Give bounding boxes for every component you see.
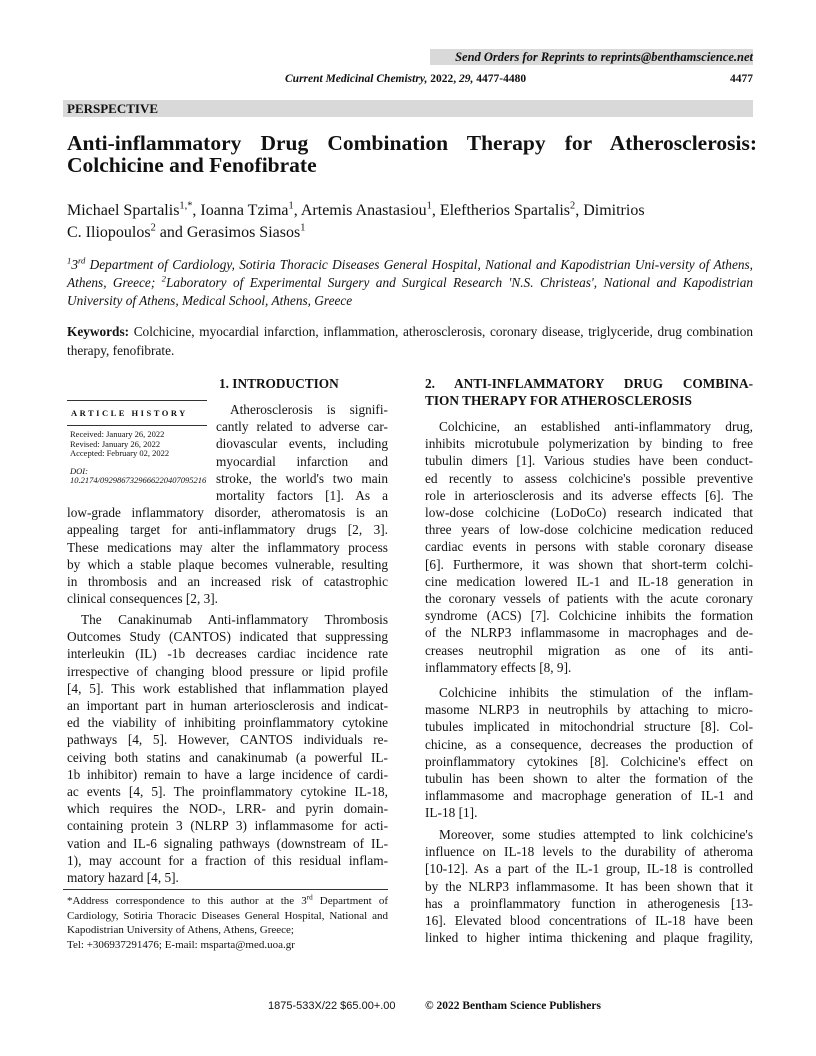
title-line: Colchicine and Fenofibrate: [67, 153, 317, 177]
paragraph-line: ceiving both statins and canakinumab (a powerful IL-: [67, 749, 388, 765]
paragraph-line: diovascular events, including: [216, 436, 388, 452]
author-name: Ioanna Tzima: [200, 202, 289, 219]
paragraph-line: cantly related to adverse car-: [216, 419, 388, 435]
affiliations: [67, 256, 753, 310]
paragraph-line: IL-18 [1].: [425, 805, 478, 821]
paragraph-line: Atherosclerosis is signifi-: [230, 402, 388, 417]
author-name: Eleftherios Spartalis: [439, 202, 571, 219]
paragraph-line: low-grade inflammatory disorder, atheromatosis is an: [67, 505, 388, 521]
author-name: C. Iliopoulos: [67, 224, 151, 241]
affil-sup: rd: [77, 255, 86, 266]
journal-name: Current Medicinal Chemistry,: [285, 73, 428, 85]
paragraph-line: tubulin dimers [1]. Various studies have been conduct-: [425, 453, 753, 469]
paragraph-line: [4, 5]. This work established that inflammation played: [67, 680, 388, 696]
paragraph-line: vation and IL-6 signaling pathways (downstream of IL-: [67, 835, 388, 851]
paragraph-line: 16]. Elevated blood concentrations of IL-18 have been: [425, 913, 753, 928]
paragraph-line: by which a stable plaque becomes vulnerable, resulting: [67, 556, 388, 572]
paragraph-line: an important part in human arteriosclerosis and indicat-: [67, 698, 388, 713]
article-history: [67, 400, 207, 486]
paragraph-line: containing protein 3 (NLRP 3) inflammasome for acti-: [67, 818, 388, 834]
article-history-heading: ARTICLE HISTORY: [71, 408, 188, 418]
paragraph-line: irrespective of changing blood pressure or lipid profile: [67, 663, 388, 679]
paragraph-line: creases neutrophil migration as one of its anti-: [425, 642, 753, 658]
footnote-contact: Tel: +306937291476; E-mail: msparta@med.uoa.gr: [67, 938, 295, 951]
divider: [63, 889, 388, 890]
paragraph-line: clinical consequences [2, 3].: [67, 591, 219, 607]
journal-pages: 4477-4480: [473, 73, 527, 85]
section-heading: 2. ANTI-INFLAMMATORY DRUG COMBINA-: [425, 376, 753, 391]
paragraph-line: cine medication lowered IL-1 and IL-18 generation in: [425, 573, 753, 589]
author-affil-sup: 1,*: [179, 200, 193, 212]
page-number: 4477: [730, 73, 753, 85]
paragraph-line: tubules implicated in mitochondrial structure [8]. Col-: [425, 719, 753, 735]
paragraph-line: appealing target for anti-inflammatory drugs [2, 3].: [67, 522, 388, 538]
article-title: [67, 132, 757, 176]
paragraph-line: myocardial infarction and: [216, 453, 388, 469]
paragraph-line: syndrome (ACS) [7]. Colchicine inhibits the formation: [425, 608, 753, 624]
author-name: Gerasimos Siasos: [186, 224, 301, 241]
received-date: Received: January 26, 2022: [70, 429, 165, 439]
paragraph-line: pathways [4, 5]. However, CANTOS individuals re-: [67, 732, 388, 748]
paragraph-line: ed recently to assess colchicine's possible preventive: [425, 470, 753, 486]
author-separator: ,: [431, 202, 440, 219]
footnote-sup: rd: [306, 893, 313, 902]
paragraph-line: inhibits microtubule polymerization by binding to free: [425, 436, 753, 452]
author-affil-sup: 1: [288, 200, 294, 212]
affil-num: 3: [71, 257, 78, 272]
paragraph-line: matory hazard [4, 5].: [67, 870, 179, 885]
title-line: Anti-inflammatory Drug Combination Therapy for Atherosclerosis:: [67, 131, 757, 155]
paragraph-line: inflammasome and macrophage generation of IL-1 and: [425, 788, 753, 804]
affil-sup: 1: [67, 255, 72, 266]
affiliation-2: Laboratory of Experimental Surgery and Surgical Research 'N.S. Christeas', National and Kapodistrian University of Athens, Medical School, Athens, Greece: [67, 275, 754, 308]
section-heading: 1. INTRODUCTION: [219, 376, 339, 391]
paragraph-line: the coronary vessels of patients with the acute coronary: [425, 591, 753, 606]
paragraph-line: tubulin has been shown to alter the formation of the: [425, 771, 753, 786]
paragraph-line: three years of low-dose colchicine medication reduced: [425, 522, 753, 538]
section-heading: TION THERAPY FOR ATHEROSCLEROSIS: [425, 393, 692, 409]
reprints-banner: Send Orders for Reprints to reprints@benthamscience.net: [430, 49, 753, 65]
author-separator: and: [155, 224, 187, 241]
author-affil-sup: 2: [150, 222, 156, 234]
paragraph-line: stroke, the world's two main: [216, 470, 388, 486]
paragraph-line: Moreover, some studies attempted to link colchicine's: [439, 827, 753, 842]
paragraph-line: of the NLRP3 inflammasome in macrophages and de-: [425, 625, 753, 641]
paragraph-line: which requires the NOD-, LRR- and pyrin domain-: [67, 801, 388, 817]
author-separator: ,: [293, 202, 301, 219]
paragraph-line: by the NLRP3 inflammasome. It has been shown that it: [425, 878, 753, 894]
paragraph-line: low-dose colchicine (LoDoCo) research indicated that: [425, 505, 753, 520]
footnote-text: *Address correspondence to this author at the 3: [67, 895, 307, 907]
paragraph-line: in thrombosis and an increased risk of catastrophic: [67, 574, 388, 589]
journal-year: 2022,: [430, 73, 460, 85]
paragraph-line: cardiac events in persons with stable coronary disease: [425, 539, 753, 555]
journal-volume: 29,: [459, 73, 474, 85]
paragraph-line: These medications may alter the inflammatory process: [67, 539, 388, 555]
paragraph-line: masome NLRP3 in neutrophils by attaching to micro-: [425, 702, 753, 718]
author-separator: , Dimitrios: [575, 202, 645, 219]
paragraph-line: 1), may account for a fraction of this residual inflam-: [67, 852, 388, 868]
paragraph-line: Outcomes Study (CANTOS) indicated that suppressing: [67, 629, 388, 645]
author-list: [67, 200, 757, 244]
paragraph-line: inflammatory effects [8, 9].: [425, 659, 572, 675]
author-name: Artemis Anastasiou: [300, 202, 427, 219]
paragraph-line: [10-12]. As a part of the IL-1 group, IL-18 is controlled: [425, 861, 753, 877]
paragraph-line: ac events [4, 5]. The proinflammatory cytokine IL-18,: [67, 784, 388, 799]
doi-label: DOI:: [70, 465, 88, 476]
copyright: © 2022 Bentham Science Publishers: [425, 1000, 601, 1012]
paragraph-line: proinflammatory cytokines [8]. Colchicine's effect on: [425, 753, 753, 769]
author-separator: ,: [192, 202, 201, 219]
divider: [67, 400, 207, 401]
section-label: PERSPECTIVE: [63, 100, 753, 117]
paragraph-line: has a proinflammatory function in atherogenesis [13-: [425, 895, 753, 911]
paragraph-line: mortality factors [1]. As a: [216, 488, 388, 503]
author-affil-sup: 1: [426, 200, 432, 212]
author-affil-sup: 2: [570, 200, 576, 212]
paragraph-line: influence on IL-18 levels to the durability of atheroma: [425, 844, 753, 860]
keywords-text: Colchicine, myocardial infarction, inflammation, atherosclerosis, coronary disease, triglyceride, drug combination therapy, fenofibrate.: [67, 324, 753, 358]
paragraph-line: linked to higher intima thickening and plaque fragility,: [425, 930, 753, 946]
accepted-date: Accepted: February 02, 2022: [70, 448, 170, 458]
doi-link[interactable]: 10.2174/0929867329666220407095216: [70, 475, 207, 485]
paragraph-line: chicine, as a consequence, decreases the production of: [425, 736, 753, 752]
paragraph-line: 1b inhibitor) remain to have a large incidence of cardi-: [67, 766, 388, 782]
paragraph-line: interleukin (IL) -1b decreases cardiac incidence rate: [67, 646, 388, 662]
divider: [67, 425, 207, 426]
keywords: [67, 322, 753, 360]
revised-date: Revised: January 26, 2022: [70, 438, 161, 449]
paragraph-line: Colchicine, an established anti-inflammatory drug,: [439, 419, 753, 434]
author-name: Michael Spartalis: [67, 202, 180, 219]
affil-sup: 2: [161, 273, 166, 284]
paragraph-line: role in arteriosclerosis and its adverse effects [6]. The: [425, 487, 753, 503]
paragraph-line: The Canakinumab Anti-inflammatory Thrombosis: [81, 612, 388, 627]
paragraph-line: ed the viability of inhibiting proinflammatory cytokine: [67, 715, 388, 731]
issn-price: 1875-533X/22 $65.00+.00: [268, 1000, 396, 1012]
author-affil-sup: 1: [300, 222, 306, 234]
footnote-text: Department of Cardiology, Sotiria Thoracic Diseases General Hospital, National and Kapodistrian University of Athens, Athens, Greece;: [67, 895, 389, 936]
paragraph-line: Colchicine inhibits the stimulation of the inflam-: [439, 685, 753, 700]
affiliation-1: Department of Cardiology, Sotiria Thoracic Diseases General Hospital, National and Kapodistrian Uni-versity of Athens, Athens, Greece;: [67, 257, 753, 290]
correspondence-footnote: [67, 894, 388, 952]
keywords-label: Keywords:: [67, 324, 130, 339]
paragraph-line: [6]. Furthermore, it was shown that short-term colchi-: [425, 556, 753, 572]
